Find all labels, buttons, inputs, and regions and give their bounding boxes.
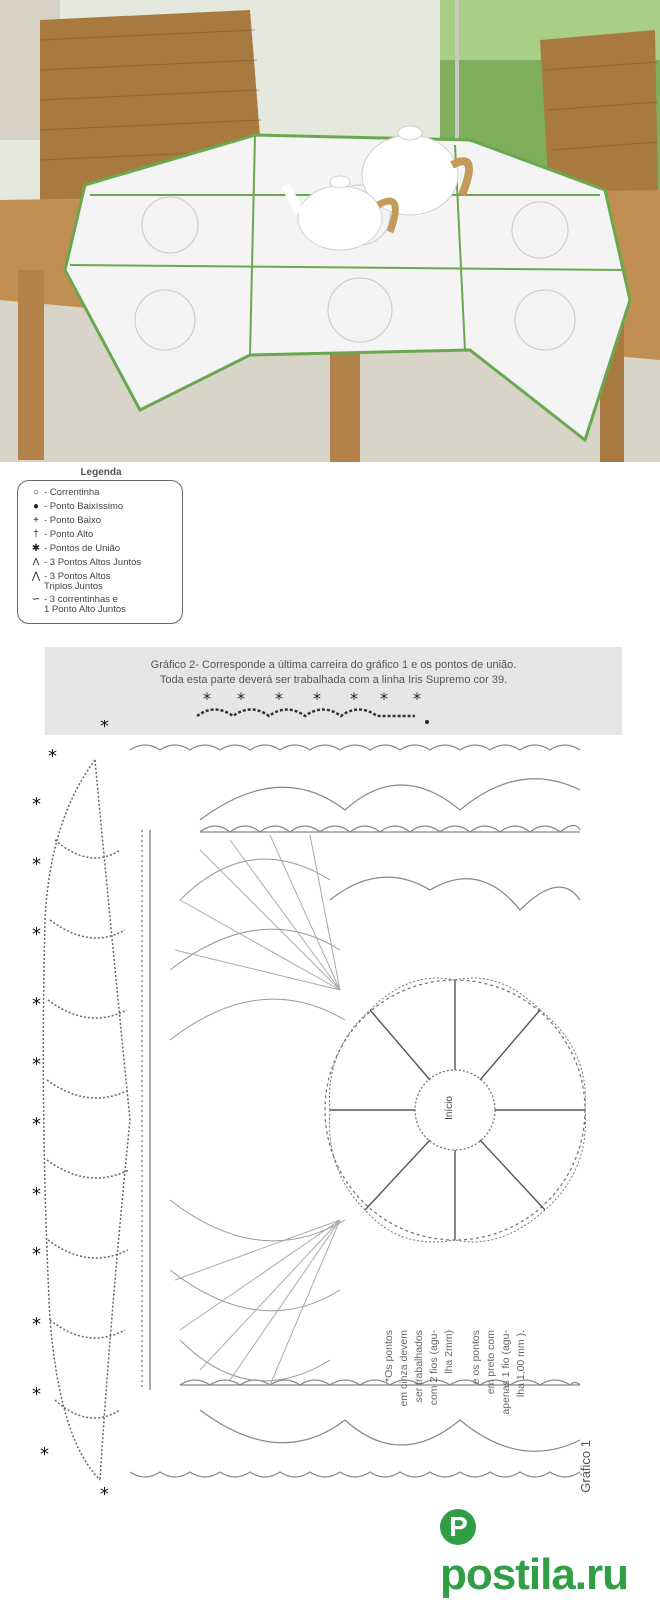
svg-text:*: * <box>100 1484 109 1500</box>
svg-text:*: * <box>32 794 41 815</box>
banner-line-2: Toda esta parte deverá ser trabalhada com a linha Iris Supremo cor 39. <box>159 674 508 686</box>
legend-item: ● - Ponto Baixíssimo <box>28 502 123 512</box>
note-line: com 2 fios (agu- <box>428 1330 440 1406</box>
note-line: lha 2mm) <box>443 1330 455 1374</box>
legend-item: † - Ponto Alto <box>28 530 93 540</box>
note-line: apenas 1 fio (agu- <box>500 1330 512 1415</box>
svg-text:*: * <box>32 1114 41 1135</box>
svg-text:*: * <box>32 924 41 945</box>
note-line: *Os pontos <box>383 1330 395 1382</box>
svg-text:*: * <box>32 994 41 1015</box>
dc3tog-icon: Λ <box>32 557 40 568</box>
banner-line-1: Gráfico 2- Corresponde a última carreira do gráfico 1 e os pontos de união. <box>150 659 517 671</box>
photo-illustration <box>0 0 660 462</box>
svg-text:*: * <box>48 746 57 767</box>
crochet-chart-diagram <box>0 720 660 1500</box>
svg-text:*: * <box>350 691 358 708</box>
chart-1-label: Gráfico 1 <box>578 1440 593 1493</box>
note-line: e os pontos <box>470 1330 482 1385</box>
legend-item: + - Ponto Baixo <box>28 516 101 526</box>
legend-item-continuation: Triplos Juntos <box>44 581 103 592</box>
svg-text:*: * <box>32 1184 41 1205</box>
legend-item: ⋀ - 3 Pontos Altos <box>28 572 111 582</box>
watermark-text: postila.ru <box>440 1550 629 1599</box>
crochet-tablecloth-photo <box>0 0 660 462</box>
legend <box>17 462 185 626</box>
legend-item-continuation: 1 Ponto Alto Juntos <box>44 604 126 615</box>
svg-text:*: * <box>32 1384 41 1405</box>
start-label: Início <box>444 1096 455 1120</box>
note-line: ser trabalhados <box>413 1330 425 1403</box>
slip-stitch-icon: ● <box>32 501 40 512</box>
legend-item: ∽ - 3 correntinhas e <box>28 595 118 605</box>
legend-title: Legenda <box>80 467 122 478</box>
svg-text:*: * <box>275 691 283 708</box>
chain-stitch-icon: ○ <box>32 487 40 498</box>
svg-text:*: * <box>237 691 245 708</box>
legend-item: Λ - 3 Pontos Altos Juntos <box>28 558 141 568</box>
svg-text:*: * <box>32 854 41 875</box>
svg-text:*: * <box>32 1314 41 1335</box>
double-crochet-icon: † <box>33 529 39 540</box>
watermark-logo-icon: P <box>440 1509 476 1545</box>
svg-text:*: * <box>32 1054 41 1075</box>
join-stitch-icon: ✱ <box>31 543 41 554</box>
svg-text:*: * <box>413 691 421 708</box>
legend-item: ○ - Correntinha <box>28 488 99 498</box>
crochet-chart <box>0 720 660 1500</box>
legend-item: ✱ - Pontos de União <box>28 544 120 554</box>
note-line: lha 1,00 mm ). <box>515 1330 527 1398</box>
svg-text:*: * <box>40 1444 49 1465</box>
watermark <box>440 1500 660 1600</box>
ch3-dc-together-icon: ∽ <box>31 594 41 605</box>
svg-text:*: * <box>380 691 388 708</box>
note-line: em cinza devem <box>398 1330 410 1407</box>
svg-text:*: * <box>313 691 321 708</box>
legend-box <box>17 480 183 624</box>
single-crochet-icon: + <box>33 515 39 526</box>
note-line: em preto com <box>485 1330 497 1395</box>
svg-text:*: * <box>203 691 211 708</box>
svg-text:*: * <box>100 720 109 737</box>
svg-text:*: * <box>32 1244 41 1265</box>
tr3tog-icon: ⋀ <box>31 571 41 582</box>
